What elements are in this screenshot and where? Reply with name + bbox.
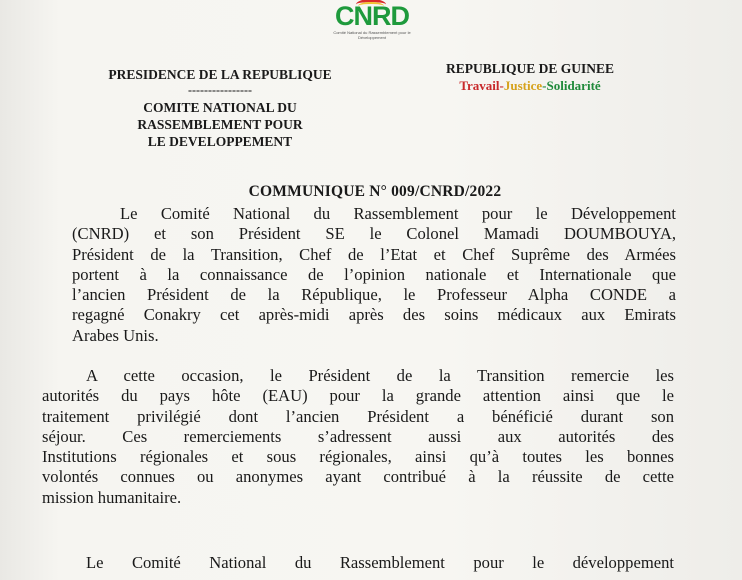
logo-subtitle: Comité National du Rassemblement pour le Développement	[333, 30, 411, 40]
text-line: (CNRD) et son Président SE le Colonel Mamadi DOUMBOUYA,	[72, 224, 676, 244]
text-line: Institutions régionales et sous régionales, ainsi qu’à toutes les bonnes	[42, 447, 674, 467]
presidency-heading: PRESIDENCE DE LA REPUBLIQUE	[108, 67, 332, 82]
paragraph-2	[42, 366, 674, 508]
text-line: mission humanitaire.	[42, 487, 182, 507]
national-motto	[425, 77, 635, 94]
text-line: A cette occasion, le Président de la Transition remercie les	[86, 366, 674, 385]
text-line: Le Comité National du Rassemblement pour le Développement	[120, 204, 676, 223]
committee-line: LE DEVELOPPEMENT	[147, 134, 293, 149]
text-line: autorités du pays hôte (EAU) pour la grande attention ainsi que le	[42, 386, 674, 406]
logo-swoosh-yellow	[358, 2, 384, 10]
text-line: volontés connues ou anonymes ayant contribué à la réussite de cette	[42, 467, 674, 487]
header-right	[425, 60, 635, 94]
motto-word: Travail	[459, 78, 500, 93]
text-line: Président de la Transition, Chef de l’Etat et Chef Suprême des Armées	[72, 244, 676, 264]
committee-line: COMITE NATIONAL DU	[143, 100, 297, 115]
text-line: Arabes Unis.	[72, 325, 159, 345]
header-left	[70, 66, 370, 150]
logo-name: CNRD	[335, 1, 409, 31]
text-line: portent à la connaissance de l’opinion nationale et Internationale que	[72, 264, 676, 284]
motto-word: Justice	[503, 78, 543, 93]
motto-dash: -	[542, 78, 547, 93]
motto-word: Solidarité	[546, 78, 601, 93]
committee-line: RASSEMBLEMENT POUR	[137, 117, 303, 132]
text-line: séjour. Ces remerciements s’adressent aussi aux autorités des	[42, 426, 674, 446]
text-line: Le Comité National du Rassemblement pour le développement	[86, 553, 674, 572]
communique-title: COMMUNIQUE N° 009/CNRD/2022	[248, 183, 502, 200]
paragraph-3	[42, 553, 674, 573]
text-line: regagné Conakry cet après-midi après des soins médicaux aux Emirats	[72, 305, 676, 325]
cnrd-logo	[322, 2, 422, 42]
motto-dash: -	[499, 78, 504, 93]
text-line: traitement privilégié dont l’ancien Président a bénéficié durant son	[42, 406, 674, 426]
header-separator: ----------------	[188, 83, 252, 97]
country-heading: REPUBLIQUE DE GUINEE	[445, 61, 615, 76]
text-line: l’ancien Président de la République, le Professeur Alpha CONDE a	[72, 285, 676, 305]
paragraph-1	[72, 204, 676, 346]
committee-name	[70, 99, 370, 150]
